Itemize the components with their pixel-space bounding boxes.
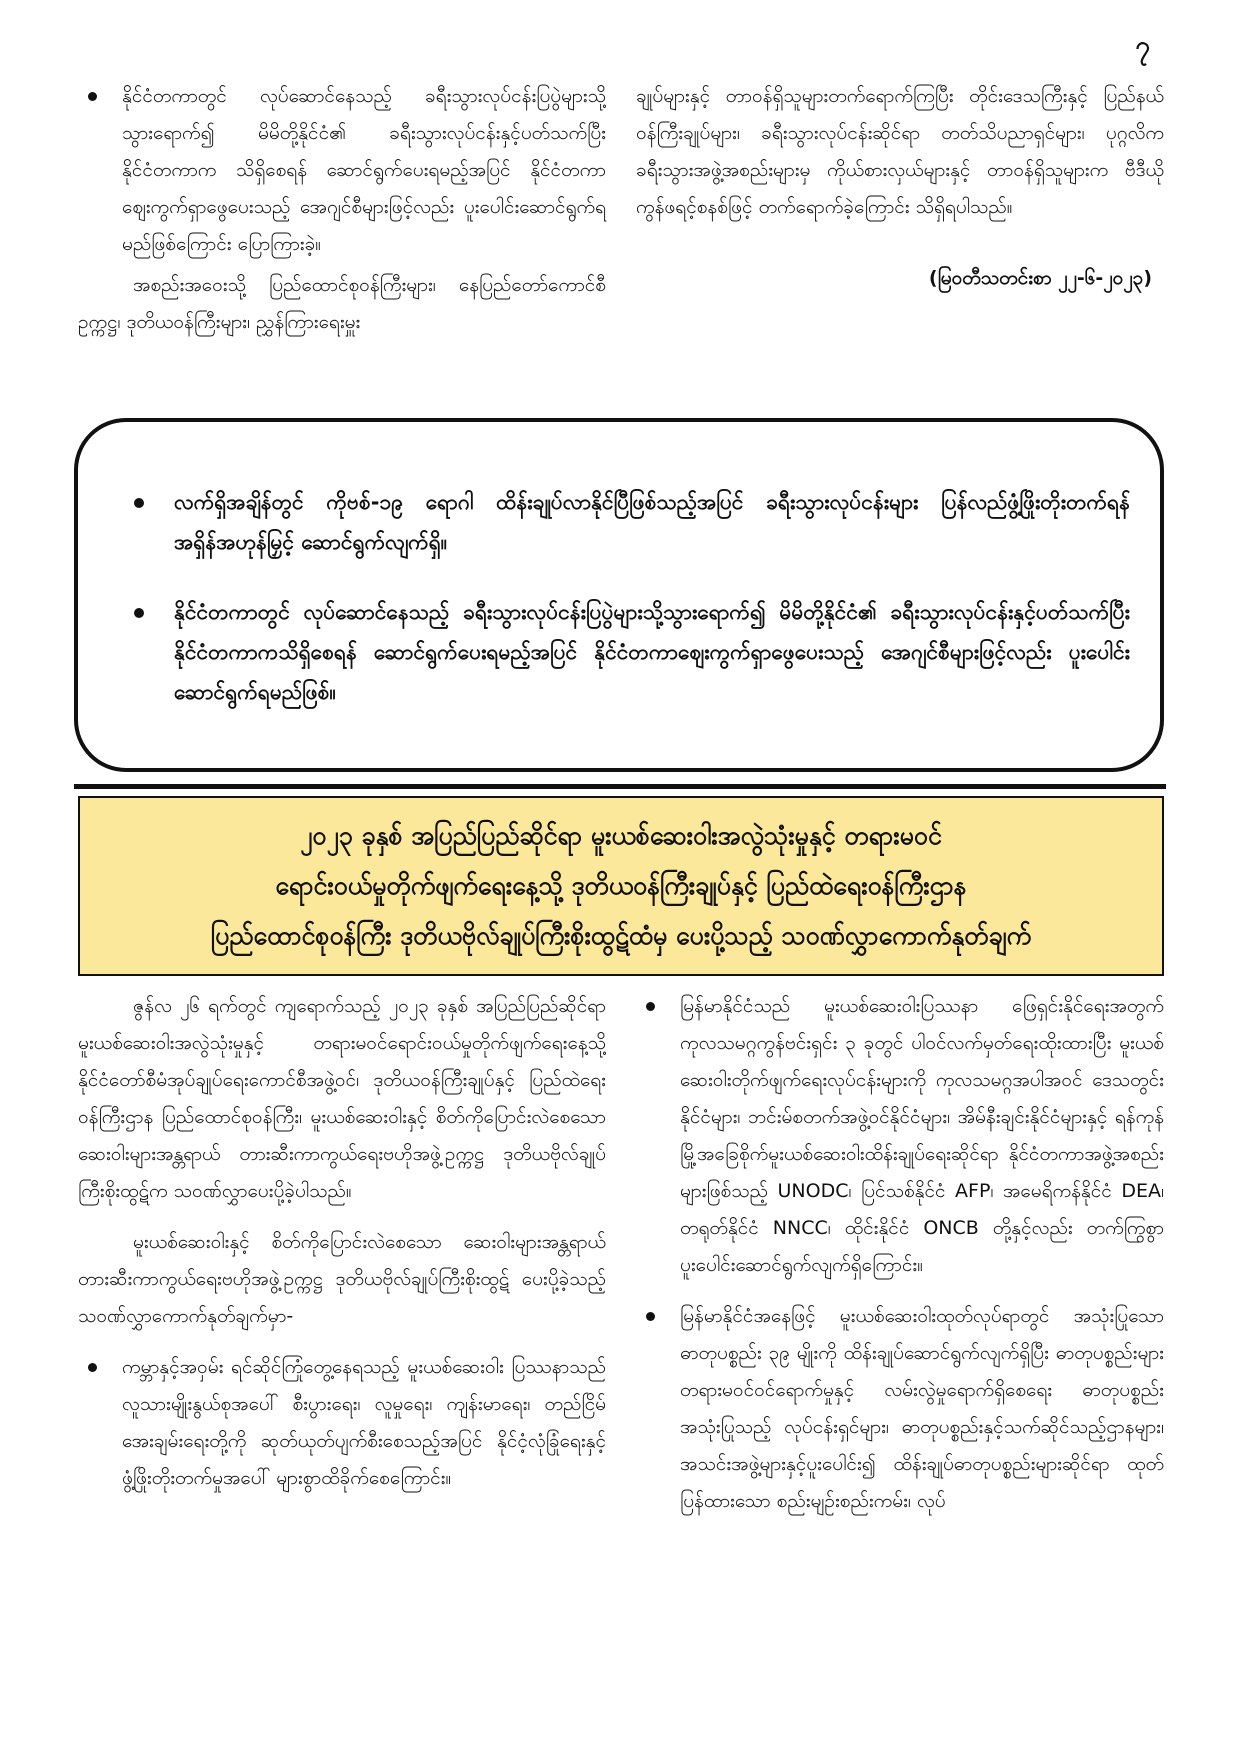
bottom-article bbox=[78, 988, 1164, 1728]
bottom-left-column bbox=[78, 988, 606, 1728]
bullet-icon bbox=[134, 498, 144, 508]
top-right-column bbox=[636, 78, 1164, 398]
bullet-icon bbox=[646, 1312, 655, 1321]
source-citation: (မြဝတီသတင်းစာ ၂၂-၆-၂၀၂၃) bbox=[928, 267, 1152, 289]
top-article-continuation bbox=[78, 78, 1164, 398]
bullet-text: မြန်မာနိုင်ငံသည် မူးယစ်ဆေးဝါးပြဿနာ ဖြေရှင်းနိုင်ရေးအတွက် ကုလသမဂ္ဂကွန်ဗင်းရှင်း ၃ ခုတွင် ပါဝင်လက်မှတ်ရေးထိုးထားပြီး မူးယစ်ဆေးဝါးတိုက်ဖျက်ရေးလုပ်ငန်းများကို ကုလသမဂ္ဂအပါအဝင် ဒေသတွင်းနိုင်ငံများ၊ ဘင်းမ်စတက်အဖွဲ့ဝင်နိုင်ငံများ၊ အိမ်နီးချင်းနိုင်ငံများနှင့် ရန်ကုန်မြို့အခြေစိုက်မူးယစ်ဆေးဝါးထိန်းချုပ်ရေးဆိုင်ရာ နိုင်ငံတကာအဖွဲ့အစည်းများဖြစ်သည့် UNODC၊ ပြင်သစ်နိုင်ငံ AFP၊ အမေရိကန်နိုင်ငံ DEA၊ တရုတ်နိုင်ငံ NNCC၊ ထိုင်းနိုင်ငံ ONCB တို့နှင့်လည်း တက်ကြွစွာ ပူးပေါင်းဆောင်ရွက်လျက်ရှိကြောင်း။ bbox=[680, 995, 1164, 1276]
section-divider bbox=[74, 784, 1166, 789]
bullet-icon bbox=[88, 1363, 97, 1372]
summary-item bbox=[128, 482, 1130, 562]
bullet-paragraph bbox=[636, 988, 1164, 1284]
page-number: ၇ bbox=[1135, 31, 1150, 61]
body-paragraph: မူးယစ်ဆေးဝါးနှင့် စိတ်ကိုပြောင်းလဲစေသော ဆေးဝါးများအန္တရာယ် တားဆီးကာကွယ်ရေးဗဟိုအဖွဲ့ဥက္ကဋ္ဌ ဒုတိယဗိုလ်ချုပ်ကြီးစိုးထွဋ် ပေးပို့ခဲ့သည့် သဝဏ်လွှာကောက်နုတ်ချက်မှာ- bbox=[78, 1231, 606, 1327]
bullet-icon bbox=[88, 92, 97, 101]
bullet-text: မြန်မာနိုင်ငံအနေဖြင့် မူးယစ်ဆေးဝါးထုတ်လုပ်ရာတွင် အသုံးပြုသော ဓာတုပစ္စည်း ၃၉ မျိုးကို ထိန်းချုပ်ဆောင်ရွက်လျက်ရှိပြီး ဓာတုပစ္စည်းများ တရားမဝင်ဝင်ရောက်မှုနှင့် လမ်းလွဲမှုရောက်ရှိစေရေး ဓာတုပစ္စည်းအသုံးပြုသည့် လုပ်ငန်းရှင်များ၊ ဓာတုပစ္စည်းနှင့်သက်ဆိုင်သည့်ဌာနများ၊ အသင်းအဖွဲ့များနှင့်ပူးပေါင်း၍ ထိန်းချုပ်ဓာတုပစ္စည်းများဆိုင်ရာ ထုတ်ပြန်ထားသော စည်းမျဉ်းစည်းကမ်း၊ လုပ် bbox=[680, 1305, 1164, 1512]
bullet-icon bbox=[646, 1002, 655, 1011]
summary-box bbox=[74, 418, 1164, 772]
headline-line: ပြည်ထောင်စုဝန်ကြီး ဒုတိယဗိုလ်ချုပ်ကြီးစိုးထွဋ်ထံမှ ပေးပို့သည့် သဝဏ်လွှာကောက်နုတ်ချက် bbox=[210, 921, 1032, 950]
summary-text: နိုင်ငံတကာတွင် လုပ်ဆောင်နေသည့် ခရီးသွားလုပ်ငန်းပြပွဲများသို့သွားရောက်၍ မိမိတို့နိုင်ငံ၏ ခရီးသွားလုပ်ငန်းနှင့်ပတ်သက်ပြီး နိုင်ငံတကာကသိရှိစေရန် ဆောင်ရွက်ပေးရမည့်အပြင် နိုင်ငံတကာဈေးကွက်ရှာဖွေပေးသည့် အေဂျင်စီများဖြင့်လည်း ပူးပေါင်းဆောင်ရွက်ရမည်ဖြစ်။ bbox=[174, 600, 1130, 704]
bullet-paragraph bbox=[78, 78, 606, 263]
body-paragraph: ချုပ်များနှင့် တာဝန်ရှိသူများတက်ရောက်ကြပြီး တိုင်းဒေသကြီးနှင့် ပြည်နယ်ဝန်ကြီးချုပ်များ၊ ခရီးသွားလုပ်ငန်းဆိုင်ရာ တတ်သိပညာရှင်များ၊ ပုဂ္ဂလိကခရီးသွားအဖွဲ့အစည်းများမှ ကိုယ်စားလှယ်များနှင့် တာဝန်ရှိသူများက ဗီဒီယိုကွန်ဖရင့်စနစ်ဖြင့် တက်ရောက်ခဲ့ကြောင်း သိရှိရပါသည်။ bbox=[636, 85, 1164, 218]
bullet-paragraph bbox=[78, 1349, 606, 1497]
bullet-paragraph bbox=[636, 1298, 1164, 1520]
body-paragraph: အစည်းအဝေးသို့ ပြည်ထောင်စုဝန်ကြီးများ၊ နေပြည်တော်ကောင်စီဥက္ကဋ္ဌ၊ ဒုတိယဝန်ကြီးများ၊ ညွှန်ကြားရေးမှူး bbox=[78, 274, 606, 333]
summary-item bbox=[128, 592, 1130, 712]
top-left-column bbox=[78, 78, 606, 398]
headline-line: ၂၀၂၃ ခုနှစ် အပြည်ပြည်ဆိုင်ရာ မူးယစ်ဆေးဝါးအလွဲသုံးမှုနှင့် တရားမဝင် bbox=[300, 821, 942, 850]
article-headline bbox=[78, 796, 1164, 976]
headline-line: ရောင်းဝယ်မှုတိုက်ဖျက်ရေးနေ့သို့ ဒုတိယဝန်ကြီးချုပ်နှင့် ပြည်ထဲရေးဝန်ကြီးဌာန bbox=[275, 871, 967, 900]
bottom-right-column bbox=[636, 988, 1164, 1728]
summary-text: လက်ရှိအချိန်တွင် ကိုဗစ်-၁၉ ရောဂါ ထိန်းချုပ်လာနိုင်ပြီဖြစ်သည့်အပြင် ခရီးသွားလုပ်ငန်းများ ပြန်လည်ဖွံ့ဖြိုးတိုးတက်ရန် အရှိန်အဟုန်မြှင့် ဆောင်ရွက်လျက်ရှိ။ bbox=[174, 490, 1130, 554]
body-paragraph: ဇွန်လ ၂၆ ရက်တွင် ကျရောက်သည့် ၂၀၂၃ ခုနှစ် အပြည်ပြည်ဆိုင်ရာ မူးယစ်ဆေးဝါးအလွဲသုံးမှုနှင့် တရားမဝင်ရောင်းဝယ်မှုတိုက်ဖျက်ရေးနေ့သို့ နိုင်ငံတော်စီမံအုပ်ချုပ်ရေးကောင်စီအဖွဲ့ဝင်၊ ဒုတိယဝန်ကြီးချုပ်နှင့် ပြည်ထဲရေးဝန်ကြီးဌာန ပြည်ထောင်စုဝန်ကြီး၊ မူးယစ်ဆေးဝါးနှင့် စိတ်ကိုပြောင်းလဲစေသော ဆေးဝါးများအန္တရာယ် တားဆီးကာကွယ်ရေးဗဟိုအဖွဲ့ဥက္ကဋ္ဌ ဒုတိယဗိုလ်ချုပ်ကြီးစိုးထွဋ်က သဝဏ်လွှာပေးပို့ခဲ့ပါသည်။ bbox=[78, 995, 606, 1202]
bullet-icon bbox=[134, 608, 144, 618]
bullet-text: နိုင်ငံတကာတွင် လုပ်ဆောင်နေသည့် ခရီးသွားလုပ်ငန်းပြပွဲများသို့ သွားရောက်၍ မိမိတို့နိုင်ငံ၏ ခရီးသွားလုပ်ငန်းနှင့်ပတ်သက်ပြီး နိုင်ငံတကာက သိရှိစေရန် ဆောင်ရွက်ပေးရမည့်အပြင် နိုင်ငံတကာဈေးကွက်ရှာဖွေပေးသည့် အေဂျင်စီများဖြင့်လည်း ပူးပေါင်းဆောင်ရွက်ရမည်ဖြစ်ကြောင်း ပြောကြားခဲ့။ bbox=[122, 85, 606, 255]
bullet-text: ကမ္ဘာနှင့်အဝှမ်း ရင်ဆိုင်ကြုံတွေ့နေရသည့် မူးယစ်ဆေးဝါး ပြဿနာသည် လူသားမျိုးနွယ်စုအပေါ် စီးပွားရေး၊ လူမှုရေး၊ ကျန်းမာရေး၊ တည်ငြိမ်အေးချမ်းရေးတို့ကို ဆုတ်ယုတ်ပျက်စီးစေသည့်အပြင် နိုင်ငံ့လုံခြုံရေးနှင့် ဖွံ့ဖြိုးတိုးတက်မှုအပေါ် များစွာထိခိုက်စေကြောင်း။ bbox=[122, 1356, 606, 1489]
